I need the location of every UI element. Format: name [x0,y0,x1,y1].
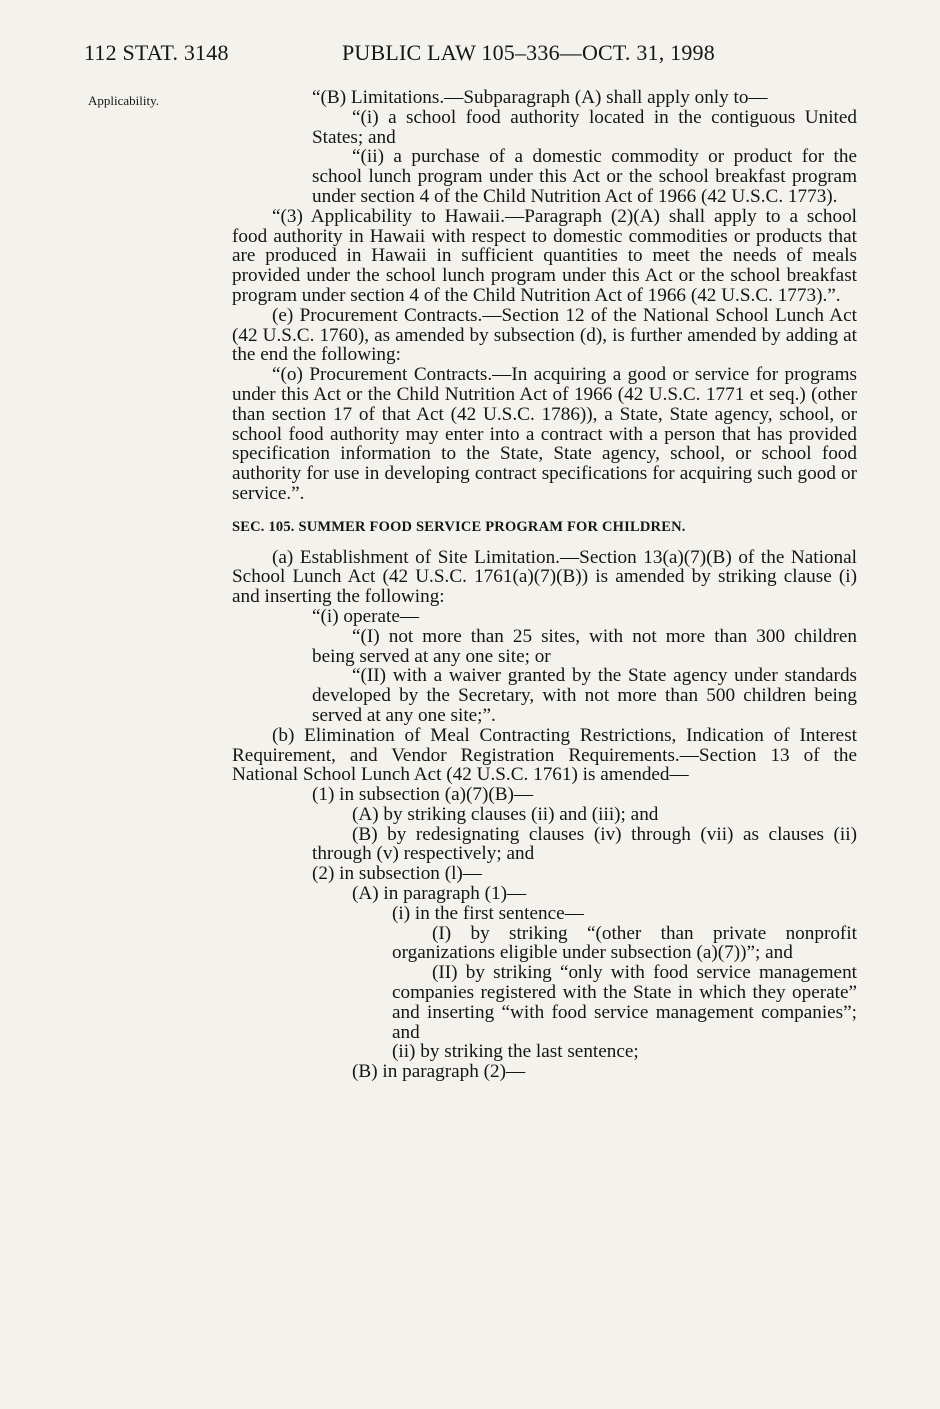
paragraph-procurement-contracts-e: (e) Procurement Contracts.—Section 12 of the National School Lunch Act (42 U.S.C. 1760), as amended by subsection (d), is further amended by adding at the end the following: [232,304,857,366]
paragraph-subclause-II: “(II) with a waiver granted by the State agency under standards developed by the Secretary, with not more than 500 children being served at any one site;”. [312,665,857,726]
margin-note: Applicability. [88,93,160,108]
paragraph-item-2B: (B) in paragraph (2)— [352,1061,526,1083]
paragraph-item-2A-i-II: (II) by striking “only with food service management companies registered with the State in which they operate” and inserting “with food service management companies”; and [392,962,857,1043]
document-body [232,88,857,1082]
paragraph-item-2A: (A) in paragraph (1)— [352,883,527,905]
paragraph-item-2A-i: (i) in the first sentence— [392,902,584,924]
paragraph-item-2A-i-I: (I) by striking “(other than private nonprofit organizations eligible under subsection (a)(7))”; and [392,922,857,964]
paragraph-clause-i: “(i) a school food authority located in the contiguous United States; and [312,106,857,148]
paragraph-item-1B: (B) by redesignating clauses (iv) through (vii) as clauses (ii) through (v) respectively; and [312,823,857,865]
paragraph-item-2: (2) in subsection (l)— [312,863,482,885]
paragraph-meal-contracting: (b) Elimination of Meal Contracting Restrictions, Indication of Interest Requirement, and Vendor Registration Requirements.—Section 13 of the National School Lunch Act (42 U.S.C. 1761) is amended— [232,724,857,786]
paragraph-site-limitation: (a) Establishment of Site Limitation.—Section 13(a)(7)(B) of the National School Lunch Act (42 U.S.C. 1761(a)(7)(B)) is amended by striking clause (i) and inserting the following: [232,546,857,608]
paragraph-item-1: (1) in subsection (a)(7)(B)— [312,784,534,806]
statute-page-number: 112 STAT. 3148 [84,40,229,65]
paragraph-operate: “(i) operate— [312,605,420,627]
paragraph-clause-ii: “(ii) a purchase of a domestic commodity or product for the school lunch program under this Act or the school breakfast program under section 4 of the Child Nutrition Act of 1966 (42 U.S.C. 1773). [312,146,857,207]
paragraph-subclause-I: “(I) not more than 25 sites, with not more than 300 children being served at any one site; or [312,625,857,667]
paragraph-applicability-hawaii: “(3) Applicability to Hawaii.—Paragraph (2)(A) shall apply to a school food authority in Hawaii with respect to domestic commodities or products that are produced in Hawaii in sufficient quantities to meet the needs of meals provided under the school lunch program under this Act or the school breakfast program under section 4 of the Child Nutrition Act of 1966 (42 U.S.C. 1773).”. [232,205,857,306]
paragraph-item-1A: (A) by striking clauses (ii) and (iii); and [352,803,659,825]
public-law-citation: PUBLIC LAW 105–336—OCT. 31, 1998 [342,40,715,65]
paragraph-procurement-contracts-o: “(o) Procurement Contracts.—In acquiring a good or service for programs under this Act or the Child Nutrition Act of 1966 (42 U.S.C. 1771 et seq.) (other than section 17 of that Act (42 U.S.C. 1786)), a State, State agency, school, or school food authority may enter into a contract with a person that has provided specification information to the State, State agency, school, or school food authority for use in developing contract specifications for acquiring such good or service.”. [232,364,857,504]
section-heading: SEC. 105. SUMMER FOOD SERVICE PROGRAM FOR CHILDREN. [232,518,686,535]
paragraph-item-2A-ii: (ii) by striking the last sentence; [392,1041,639,1063]
paragraph-b-limitations: “(B) Limitations.—Subparagraph (A) shall apply only to— [312,87,768,108]
